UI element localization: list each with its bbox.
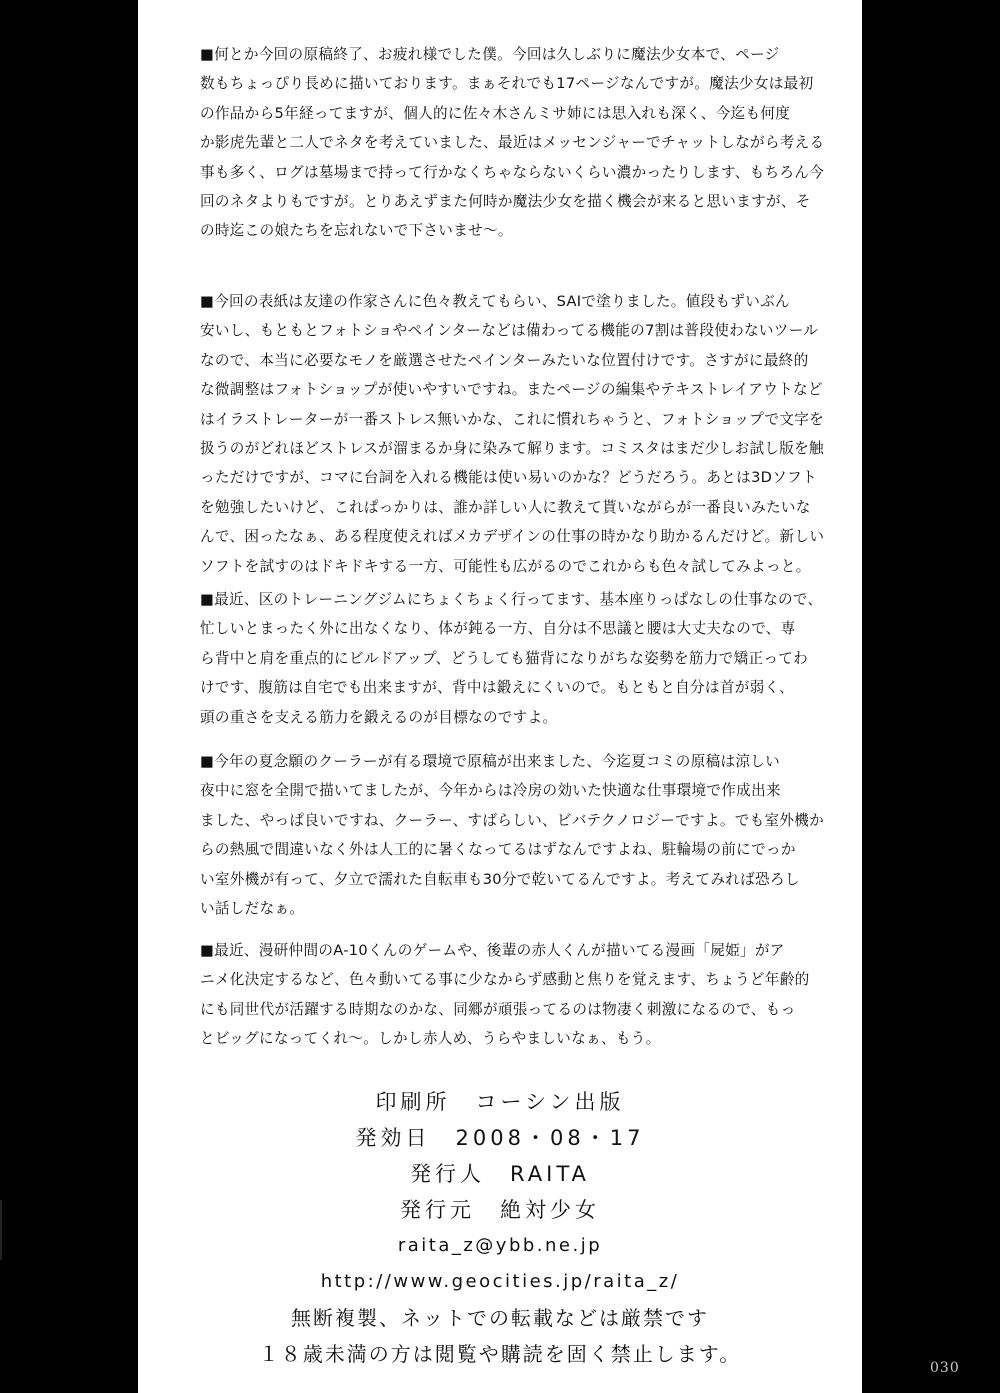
colophon-copy-warning: 無断複製、ネットでの転載などは厳禁です (291, 1306, 709, 1330)
paragraph-line: ました、やっぱ良いですね、クーラー、すばらしい、ビバテクノロジーですよ。でも室外機か (200, 811, 825, 829)
paragraph-line: ■今年の夏念願のクーラーが有る環境で原稿が出来ました、今迄夏コミの原稿は涼しい (200, 753, 781, 770)
paragraph-3 (200, 585, 823, 732)
paragraph-line: 夜中に窓を全開で描いてましたが、今年からは冷房の効いた快適な仕事環境で作成出来 (200, 782, 781, 800)
paragraph-line: か影虎先輩と二人でネタを考えていました、最近はメッセンジャーでチャットしながら考える (200, 134, 825, 152)
paragraph-line: を勉強したいけど、これぱっかりは、誰か詳しい人に教えて貰いながらが一番良いみたいな (200, 498, 811, 516)
paragraph-1 (200, 40, 825, 246)
paragraph-line: ら背中と肩を重点的にビルドアップ、どうしても猫背になりがちな姿勢を筋力で矯正ってわ (200, 649, 809, 667)
colophon-publisher-org: 発行元 絶対少女 (400, 1198, 600, 1222)
paragraph-line: ソフトを試すのはドキドキする一方、可能性も広がるのでこれからも色々試してみよっと。 (200, 557, 811, 575)
colophon (138, 1084, 862, 1372)
paragraph-line: とビッグになってくれ～。しかし赤人め、うらやましいなぁ、もう。 (200, 1030, 661, 1048)
colophon-printer: 印刷所 コーシン出版 (375, 1090, 625, 1114)
paragraph-line: 頭の重さを支える筋力を鍛えるのが目標なのですよ。 (200, 708, 558, 726)
paragraph-line: い話しだなぁ。 (200, 899, 305, 917)
paragraph-line: 事も多く、ログは墓場まで持って行かなくちゃならないくらい濃かったりします、もちろん今 (200, 163, 825, 181)
colophon-date: 発効日 2008・08・17 (355, 1126, 645, 1150)
paragraph-line: ■何とか今回の原稿終了、お疲れ様でした僕。今回は久しぶりに魔法少女本で、ページ (200, 46, 780, 63)
colophon-email: raita_z@ybb.ne.jp (397, 1235, 603, 1256)
paragraph-line: 回のネタよりもですが。とりあえずまた何時か魔法少女を描く機会が来ると思いますが、そ (200, 192, 811, 210)
colophon-url: http://www.geocities.jp/raita_z/ (320, 1271, 680, 1292)
paragraph-line: ■最近、漫研仲間のA-10くんのゲームや、後輩の赤人くんが描いてる漫画「屍姫」がア (200, 942, 785, 959)
paragraph-line: けです、腹筋は自宅でも出来ますが、背中は鍛えにくいので。もともと自分は首が弱く、 (200, 679, 795, 697)
paragraph-line: 忙しいとまったく外に出なくなり、体が鈍る一方、自分は不思議と腰は大丈夫なので、専 (200, 620, 796, 638)
colophon-publisher-person: 発行人 RAITA (410, 1162, 590, 1186)
paragraph-4 (200, 747, 825, 923)
paragraph-line: い室外機が有って、夕立で濡れた自転車も30分で乾いてるんですよ。考えてみれば恐ろし (200, 870, 800, 888)
edge-mark (0, 1200, 2, 1260)
paragraph-line: 安いし、もともとフォトショやペインターなどは備わってる機能の7割は普段使わないツール (200, 322, 819, 340)
paragraph-5 (200, 936, 808, 1054)
paragraph-line: らの熱風で間違いなく外は人工的に暑くなってるはずなんですよね、駐輪場の前にでっか (200, 841, 796, 859)
paragraph-line: の時迄この娘たちを忘れないで下さいませ～。 (200, 222, 513, 240)
paragraph-line: ニメ化決定するなど、色々動いてる事に少なからず感動と焦りを覚えます、ちょうど年齢的 (200, 971, 810, 989)
paragraph-line: 数もちょっぴり長めに描いております。まぁそれでも17ページなんですが。魔法少女は最初 (200, 75, 814, 93)
paragraph-2 (200, 287, 825, 581)
paragraph-line: の作品から5年経ってますが、個人的に佐々木さんミサ姉には思入れも深く、今迄も何度 (200, 104, 791, 122)
paragraph-line: 扱うのがどれほどストレスが溜まるか身に染みて解ります。コミスタはまだ少しお試し版を触 (200, 439, 824, 457)
paragraph-line: はイラストレーターが一番ストレス無いかな、これに慣れちゃうと、フォトショップで文字を (200, 410, 825, 428)
paragraph-line: っただけですが、コマに台詞を入れる機能は使い易いのかな？どうだろう。あとは3Dソフト (200, 469, 817, 487)
paragraph-line: にも同世代が活躍する時期なのかな、同郷が頑張ってるのは物凄く刺激になるので、もっ (200, 1000, 796, 1018)
paragraph-line: なので、本当に必要なモノを厳選させたペインターみたいな位置付けです。さすがに最終的 (200, 351, 809, 369)
page-number: 030 (930, 1360, 960, 1376)
paragraph-line: ■最近、区のトレーニングジムにちょくちょく行ってます、基本座りっぱなしの仕事なので、 (200, 591, 823, 608)
paragraph-line: な微調整はフォトショップが使いやすいですね。またページの編集やテキストレイアウトなど (200, 381, 823, 399)
colophon-age-warning: １８歳未満の方は閲覧や購読を固く禁止します。 (258, 1342, 742, 1366)
paragraph-line: ■今回の表紙は友達の作家さんに色々教えてもらい、SAIで塗りました。値段もずいぶん (200, 293, 790, 310)
paragraph-line: んで、困ったなぁ、ある程度使えればメカデザインの仕事の時かなり助かるんだけど。新しい (200, 528, 825, 546)
